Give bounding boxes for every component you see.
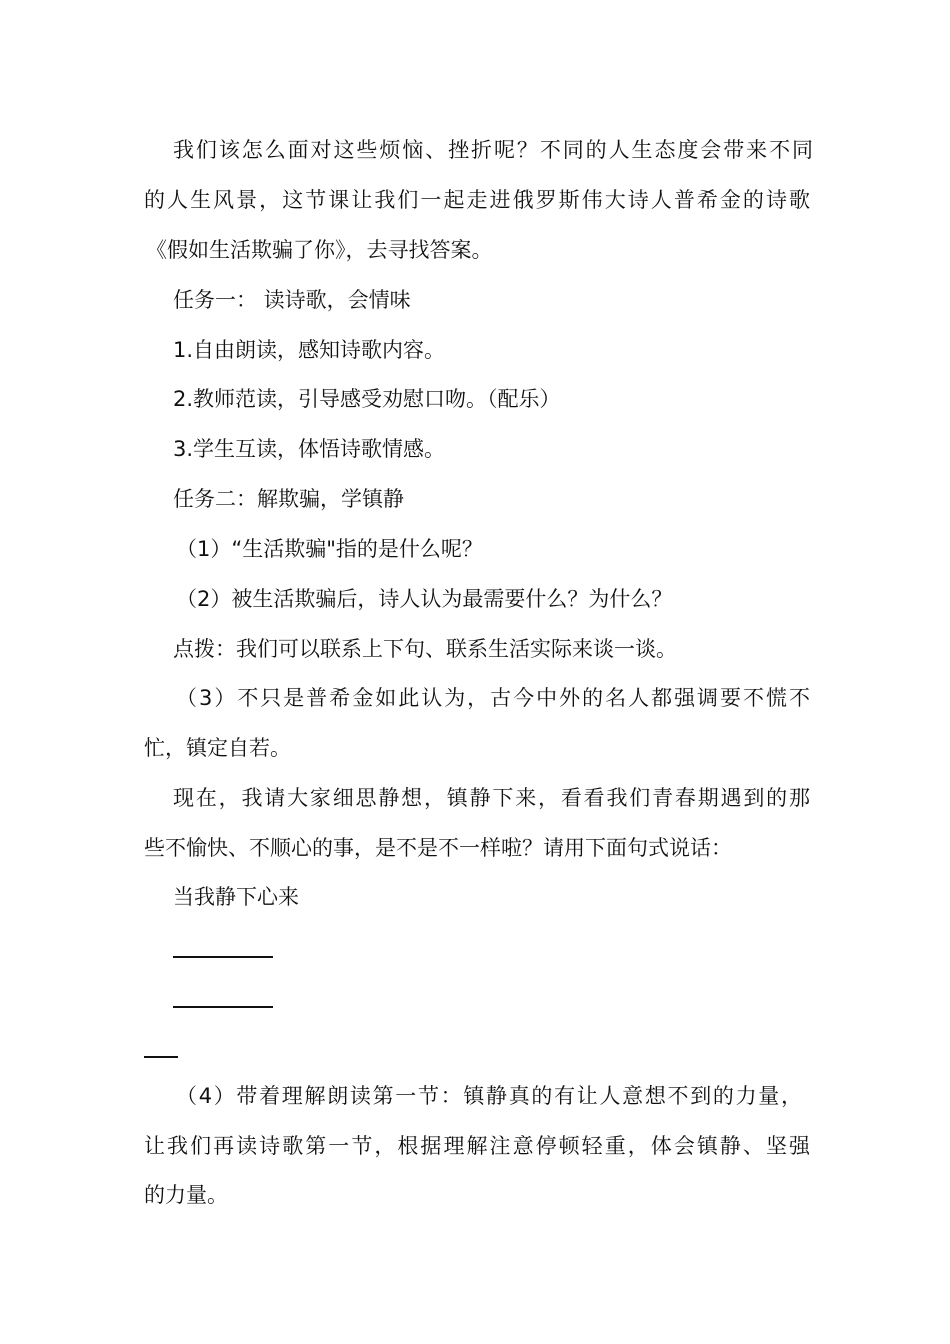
paragraph-intro-line-1: 我们该怎么面对这些烦恼、挫折呢？不同的人生态度会带来不同 [173,138,813,162]
answer-blank-line-3 [144,1056,178,1058]
reflection-line-2: 些不愉快、不顺心的事，是不是不一样啦？请用下面句式说话： [144,836,732,860]
reflection-line-1: 现在，我请大家细思静想，镇静下来，看看我们青春期遇到的那 [173,786,810,810]
task-one-heading: 任务一： 读诗歌，会情味 [173,288,411,312]
answer-blank-line-2 [173,1006,273,1008]
sentence-pattern: 当我静下心来 [173,885,299,909]
paragraph-intro-line-2: 的人生风景，这节课让我们一起走进俄罗斯伟大诗人普希金的诗歌 [144,188,810,212]
task-one-step-3: 3.学生互读，体悟诗歌情感。 [173,437,446,461]
answer-blank-line-1 [173,956,273,958]
task-one-step-2: 2.教师范读，引导感受劝慰口吻。（配乐） [173,387,561,411]
paragraph-intro-line-3: 《假如生活欺骗了你》，去寻找答案。 [146,238,493,262]
task-two-question-3-line-1: （3）不只是普希金如此认为，古今中外的名人都强调要不慌不 [176,686,810,710]
task-two-heading: 任务二：解欺骗，学镇静 [173,487,404,511]
task-two-question-4-line-3: 的力量。 [144,1183,228,1207]
task-two-question-1: （1）“生活欺骗"指的是什么呢？ [176,537,483,561]
task-two-question-4-line-1: （4）带着理解朗读第一节：镇静真的有让人意想不到的力量， [176,1084,802,1108]
task-two-question-4-line-2: 让我们再读诗歌第一节，根据理解注意停顿轻重，体会镇静、坚强 [144,1134,810,1158]
task-two-question-2: （2）被生活欺骗后，诗人认为最需要什么？为什么？ [176,587,673,611]
task-two-question-3-line-2: 忙，镇定自若。 [144,736,291,760]
task-two-hint: 点拨：我们可以联系上下句、联系生活实际来谈一谈。 [173,637,677,661]
task-one-step-1: 1.自由朗读，感知诗歌内容。 [173,338,446,362]
